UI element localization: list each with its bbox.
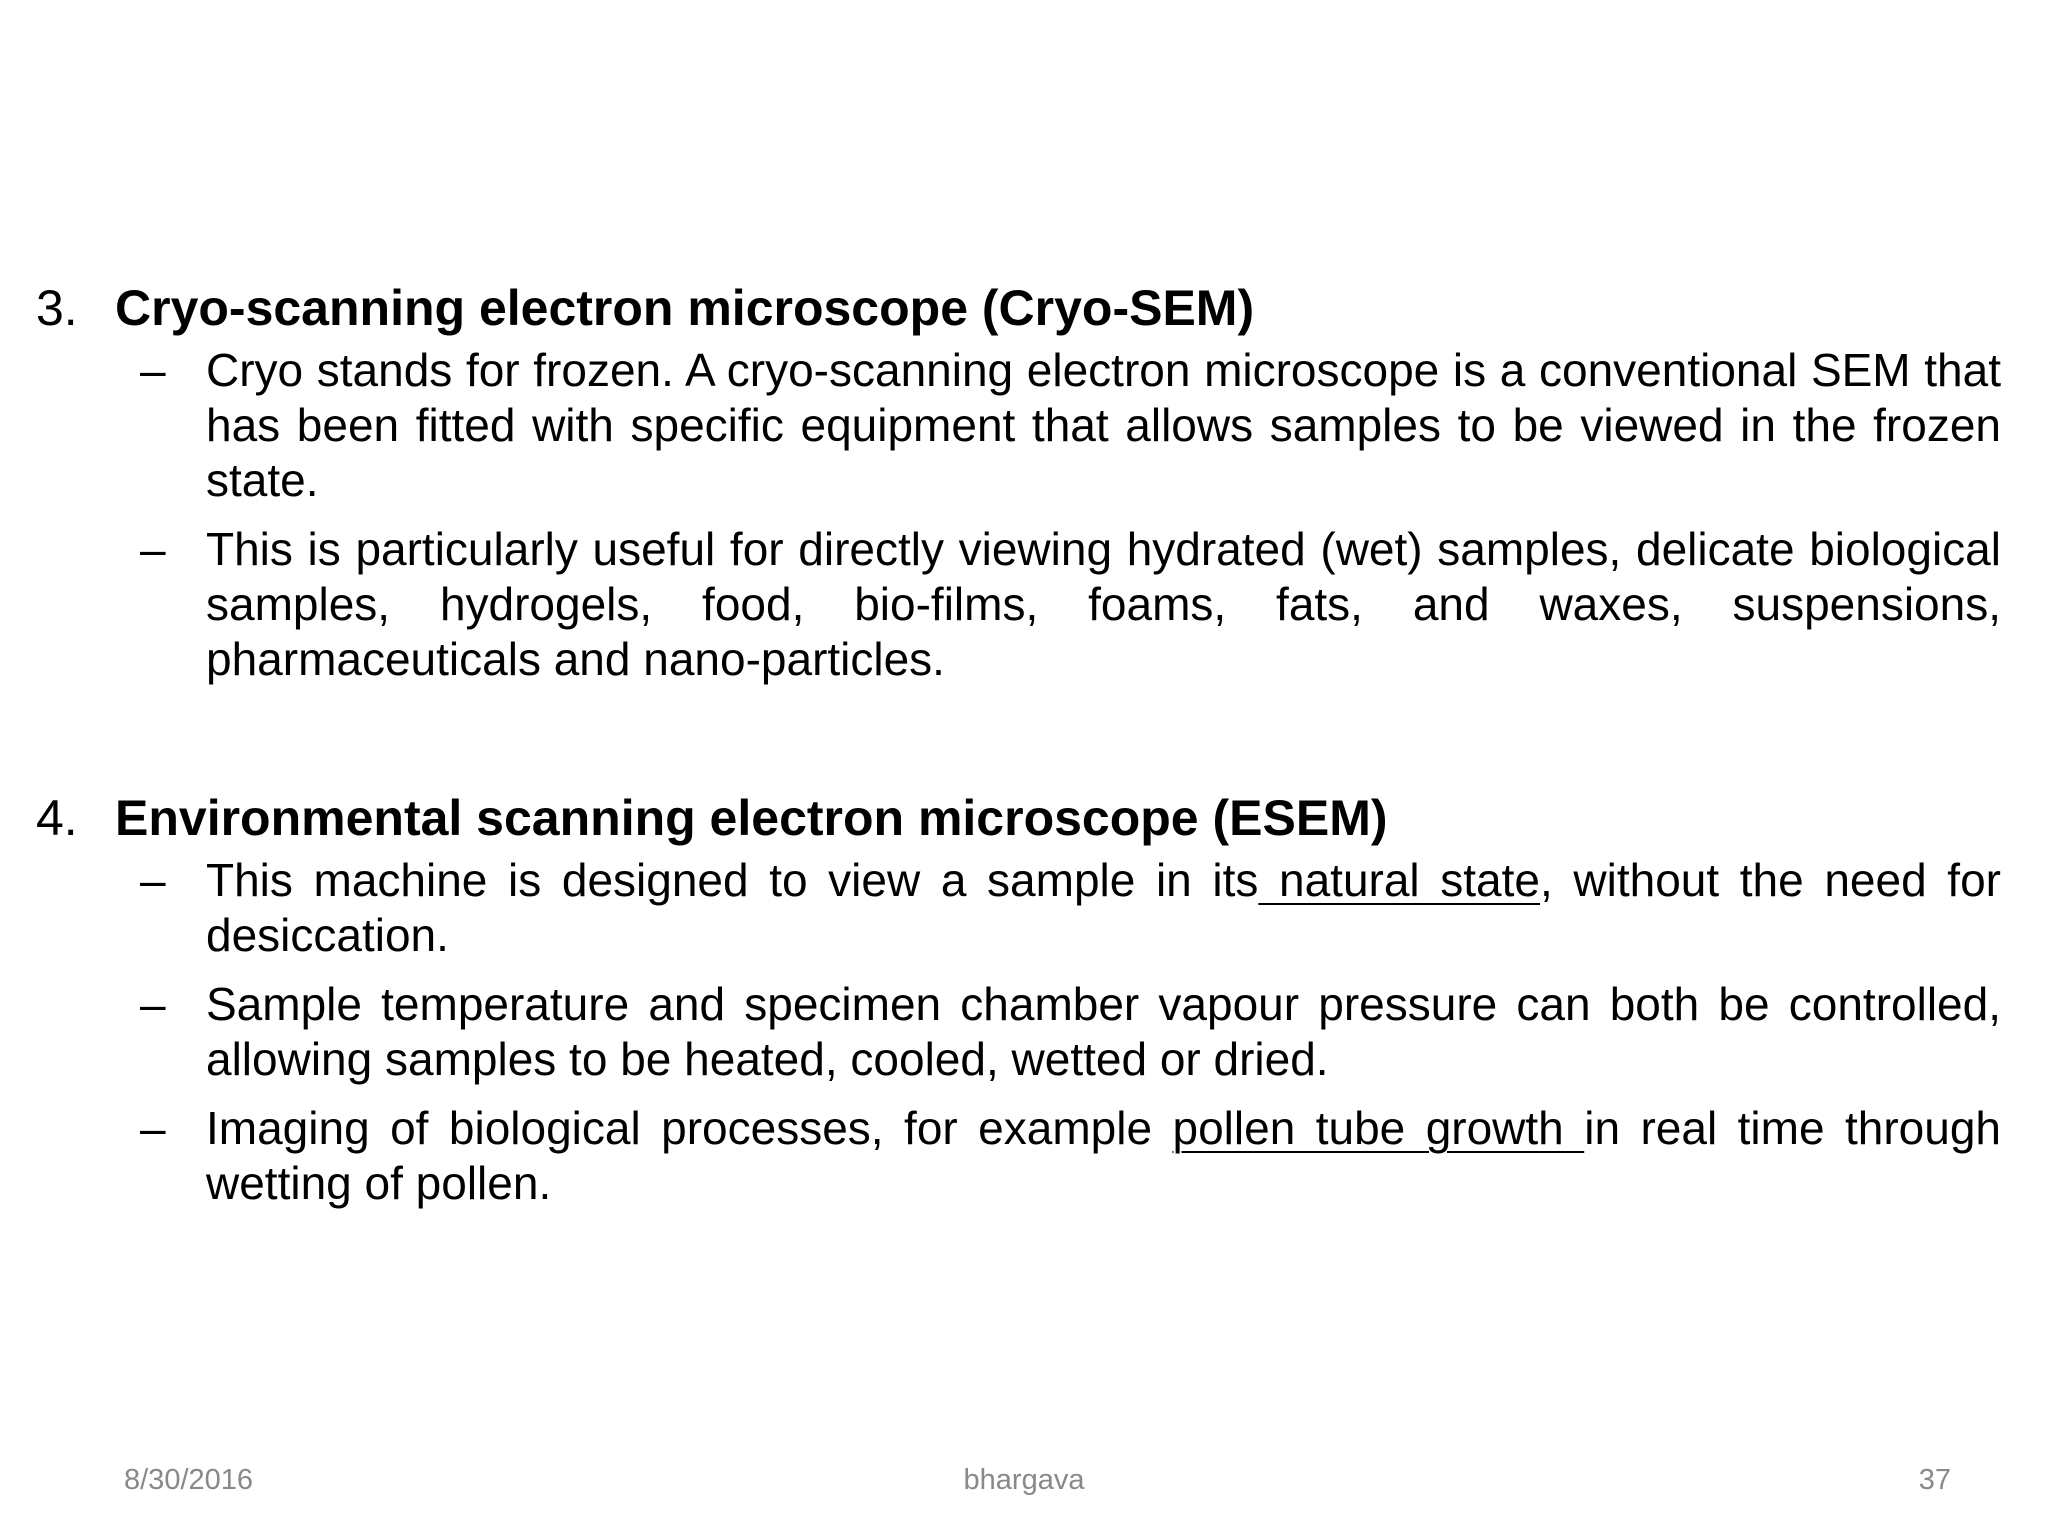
underlined-term-natural-state: natural state (1258, 854, 1540, 906)
bullet-item (36, 522, 2001, 687)
section-heading (36, 277, 2001, 339)
bullet-list (36, 853, 2001, 1211)
bullet-text-part: Imaging of biological processes, for example (206, 1102, 1173, 1154)
bullet-item (36, 1101, 2001, 1211)
bullet-dash: – (140, 523, 166, 575)
bullet-dash: – (140, 344, 166, 396)
bullet-dash: – (140, 1102, 166, 1154)
bullet-text: Cryo stands for frozen. A cryo-scanning electron microscope is a conventional SEM that has been fitted with specific equipment that allows samples to be viewed in the frozen state. (206, 344, 2001, 506)
section-cryo-sem (36, 277, 2001, 701)
footer-author: bhargava (963, 1464, 1085, 1496)
bullet-item (36, 343, 2001, 508)
section-title: Cryo-scanning electron microscope (Cryo-SEM) (115, 280, 1255, 336)
underlined-term-pollen-tube-growth: pollen tube growth (1172, 1102, 1585, 1154)
section-number: 4. (36, 790, 78, 846)
bullet-text: Sample temperature and specimen chamber vapour pressure can both be controlled, allowing samples to be heated, cooled, wetted or dried. (206, 978, 2001, 1085)
section-number: 3. (36, 280, 78, 336)
footer-date: 8/30/2016 (124, 1464, 254, 1496)
footer-page-number: 37 (1918, 1464, 1951, 1496)
bullet-text-part: , without the need for desiccation. (206, 854, 2001, 961)
section-heading (36, 787, 2001, 849)
bullet-item (36, 853, 2001, 963)
bullet-dash: – (140, 978, 166, 1030)
bullet-text (206, 853, 2001, 963)
bullet-text-part: in real time through wetting of pollen. (206, 1102, 2001, 1209)
bullet-text (206, 1101, 2001, 1211)
bullet-text-part: This machine is designed to view a sample in its (206, 854, 1259, 906)
bullet-item (36, 977, 2001, 1087)
bullet-dash: – (140, 854, 166, 906)
section-esem (36, 787, 2001, 1225)
bullet-list (36, 343, 2001, 687)
bullet-text: This is particularly useful for directly viewing hydrated (wet) samples, delicate biological samples, hydrogels, food, bio-films, foams, fats, and waxes, suspensions, pharmaceuticals and nano-particles. (206, 523, 2001, 685)
section-title: Environmental scanning electron microscope (ESEM) (115, 790, 1388, 846)
